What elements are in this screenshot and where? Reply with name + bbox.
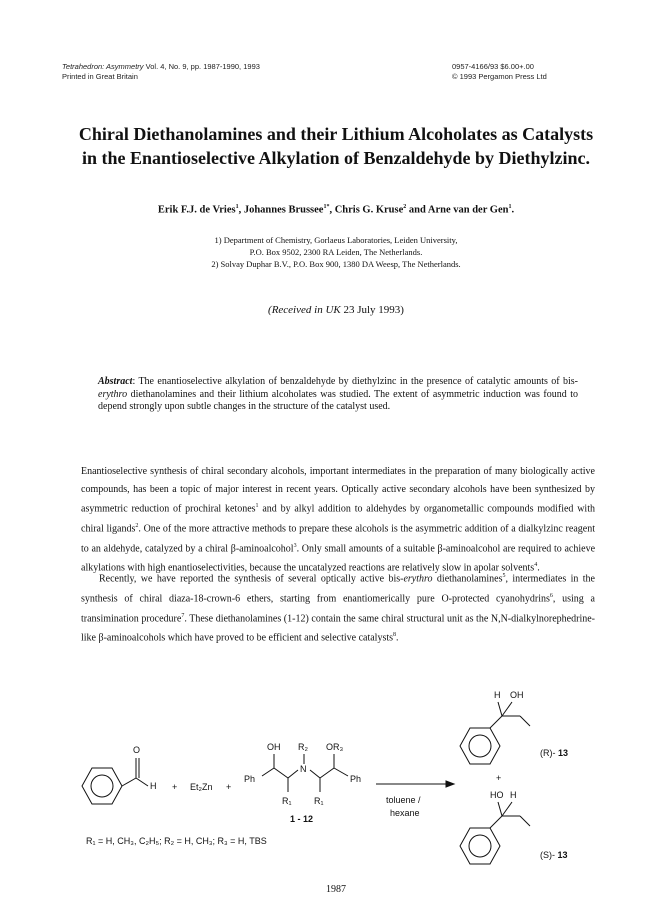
product-s-number: 13 xyxy=(557,850,568,860)
journal-name: Tetrahedron: Asymmetry xyxy=(62,62,144,71)
author-4: Arne van der Gen xyxy=(427,204,509,216)
p2-c: , intermediates in the synthesis of chiral diaza-18-crown-6 ethers, starting from enantiomerically pure O-protected cyanohydrins xyxy=(81,573,595,605)
abstract-colon: : xyxy=(132,376,139,387)
affiliation-1b: P.O. Box 9502, 2300 RA Leiden, The Netherlands. xyxy=(249,247,423,257)
scheme-oh-label: OH xyxy=(267,742,281,752)
title-line-2: in the Enantioselective Alkylation of Benzaldehyde by Diethylzinc. xyxy=(81,148,590,168)
page-number: 1987 xyxy=(326,884,346,895)
authors: Erik F.J. de Vries$^1$, Johannes Brussee$^{1*}$, Chris G. Kruse$^2$ and Arne van der Gen$^1$. xyxy=(157,204,515,216)
p1-b: and by alkyl addition to aldehydes by organometallic compounds modified with chiral ligands xyxy=(81,503,595,535)
scheme-r2-label: R₂ xyxy=(298,742,308,752)
benzaldehyde-ring xyxy=(82,758,148,804)
reaction-arrow xyxy=(376,781,454,787)
scheme-condition-2: hexane xyxy=(390,808,420,818)
authors-end: . xyxy=(511,204,515,216)
p2-b: diethanolamines xyxy=(432,573,503,585)
scheme-n-label: N xyxy=(300,764,307,774)
scheme-plus-2: + xyxy=(226,782,232,792)
product-r-h: H xyxy=(494,690,501,700)
p1-ref-3: 3 xyxy=(293,542,297,549)
product-s-h: H xyxy=(510,790,517,800)
abstract-text-2: diethanolamines and their lithium alcoholates was studied. The extent of asymmetric induction was found to depend strongly upon subtle changes in the structure of the catalyst used. xyxy=(98,388,578,412)
affiliation-2: 2) Solvay Duphar B.V., P.O. Box 900, 1380 DA Weesp, The Netherlands. xyxy=(211,259,461,269)
p2-ref-7: 7 xyxy=(181,612,185,619)
product-r-label xyxy=(540,748,568,758)
scheme-h-label: H xyxy=(150,781,157,791)
author-1-sup: 1 xyxy=(235,204,239,210)
copyright: © 1993 Pergamon Press Ltd xyxy=(452,72,547,81)
abstract-italic-1: erythro xyxy=(98,388,128,400)
author-2-sup: 1* xyxy=(323,204,330,210)
scheme-r1-right: R₁ xyxy=(314,796,324,806)
p1-e: . xyxy=(537,562,540,574)
product-s-descriptor: (S)- xyxy=(540,850,558,860)
scheme-substituents: R₁ = H, CH₃, C₂H₅; R₂ = H, CH₃; R₃ = H, TBS xyxy=(86,836,267,846)
product-s-ring xyxy=(460,802,530,864)
received-pre: (Received in UK xyxy=(268,304,344,316)
title-line-1: Chiral Diethanolamines and their Lithium Alcoholates as Catalysts xyxy=(78,124,594,144)
p1-ref-1: 1 xyxy=(255,503,259,509)
affiliation-1a: 1) Department of Chemistry, Gorlaeus Laboratories, Leiden University, xyxy=(214,235,458,245)
p1-d: . Only small amounts of a suitable β-aminoalcohol are required to achieve alkylations with high enantioselectivities, because the uncatalyzed reactions are relatively slow in apolar solvents xyxy=(81,542,596,574)
author-2: Johannes Brussee xyxy=(243,204,324,216)
p1-a: Enantioselective synthesis of chiral secondary alcohols, important intermediates in the preparation of many biologically active compounds, has been a topic of major interest in recent years. Optically active secondary alcohols have been synthesized by asymmetric reduction of prochiral ketones xyxy=(81,466,595,515)
scheme-o-label: O xyxy=(133,745,141,755)
product-r-number: 13 xyxy=(558,748,569,758)
product-s-label xyxy=(540,850,568,860)
p1-c: . One of the more attractive methods to prepare these alcohols is the asymmetric addition of a dialkylzinc reagent to an aldehyde, catalyzed by a chiral β-aminoalcohol xyxy=(81,523,595,554)
scheme-compound-label: 1 - 12 xyxy=(290,814,314,824)
p2-ref-6: 6 xyxy=(549,592,553,599)
product-r-ring xyxy=(460,702,530,764)
p2-a: Recently, we have reported the synthesis of several optically active bis- xyxy=(99,573,404,585)
p1-ref-2: 2 xyxy=(135,522,139,529)
scheme-ph-right: Ph xyxy=(350,774,362,784)
scheme-condition-1: toluene / xyxy=(386,795,421,805)
scheme-plus-3: + xyxy=(496,773,502,783)
product-r-oh: OH xyxy=(510,690,524,700)
product-s-ho: HO xyxy=(490,790,504,800)
p2-f: . xyxy=(396,632,399,644)
p2-italic: erythro xyxy=(403,573,433,585)
p2-ref-8: 8 xyxy=(393,632,397,639)
abstract-label: Abstract xyxy=(98,376,133,387)
journal-citation: Vol. 4, No. 9, pp. 1987-1990, 1993 xyxy=(145,62,260,71)
author-3: Chris G. Kruse xyxy=(334,204,404,216)
printed-in: Printed in Great Britain xyxy=(62,72,138,81)
p2-e: . These diethanolamines (1-12) contain the same chiral structural unit as the N,N-dialkylnorephedrine-like β-aminoalcohols which have proved to be efficient and selective catalysts xyxy=(81,612,595,644)
author-4-sup: 1 xyxy=(508,204,512,210)
scheme-reagent: Et₂Zn xyxy=(190,782,213,792)
scheme-plus-1: + xyxy=(172,782,178,792)
abstract-text-1: The enantioselective alkylation of benzaldehyde by diethylzinc in the presence of catalytic amounts of bis- xyxy=(138,376,578,387)
author-3-sup: 2 xyxy=(403,204,407,210)
product-r-descriptor: (R)- xyxy=(540,748,558,758)
author-1: Erik F.J. de Vries xyxy=(157,204,236,216)
received-date-value: 23 July 1993) xyxy=(343,304,404,316)
p1-ref-4: 4 xyxy=(534,562,538,569)
scheme-ph-left: Ph xyxy=(244,774,256,784)
scheme-or3-label: OR₃ xyxy=(326,742,344,752)
price-code: 0957-4166/93 $6.00+.00 xyxy=(452,62,534,71)
scheme-r1-left: R₁ xyxy=(282,796,292,806)
p2-d: , using a transimination procedure xyxy=(81,593,595,624)
authors-and: and xyxy=(406,204,428,216)
p2-ref-5: 5 xyxy=(502,573,506,579)
